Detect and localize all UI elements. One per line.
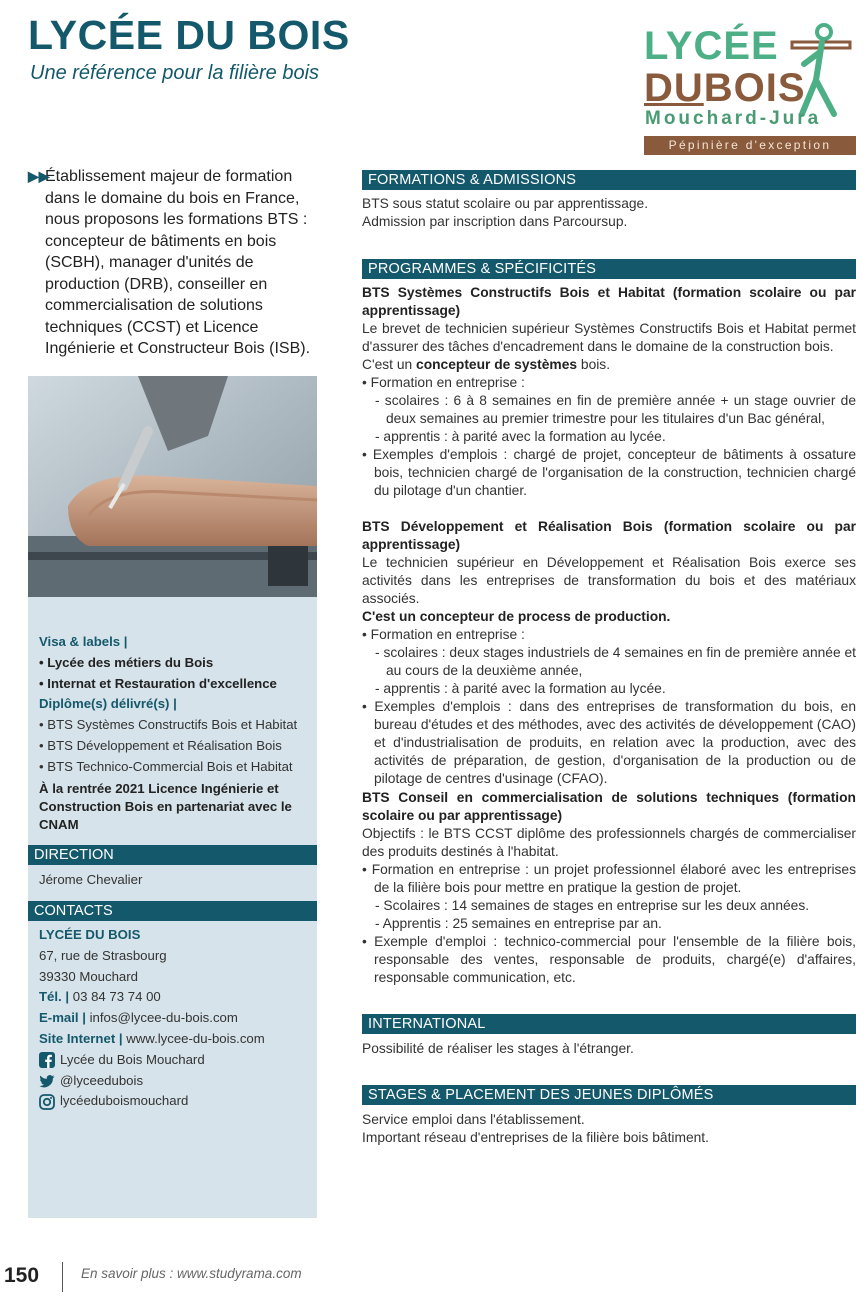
contact-email: [39, 1008, 311, 1029]
international-text: Possibilité de réaliser les stages à l'étranger.: [362, 1041, 634, 1056]
stages-line: Important réseau d'entreprises de la filière bois bâtiment.: [362, 1130, 709, 1145]
diplome-item: • BTS Technico-Commercial Bois et Habitat: [39, 758, 293, 774]
formations-line: Admission par inscription dans Parcoursup.: [362, 214, 628, 229]
contacts-header: CONTACTS: [28, 901, 317, 921]
labels-section: [39, 632, 311, 834]
direction-header: DIRECTION: [28, 845, 317, 865]
twitter-link[interactable]: [39, 1071, 311, 1092]
instagram-icon: [39, 1094, 55, 1110]
site-link[interactable]: www.lycee-du-bois.com: [122, 1030, 265, 1046]
bts2-dash: - apprentis : à parité avec la formation au lycée.: [375, 681, 666, 696]
logo-du: DU: [644, 66, 704, 110]
contact-site: [39, 1029, 311, 1050]
bts1-desc2-bold: concepteur de systèmes: [416, 357, 578, 372]
diplome-item: • BTS Systèmes Constructifs Bois et Habitat: [39, 717, 298, 733]
bts1-heading: BTS Systèmes Constructifs Bois et Habitat (formation scolaire ou par apprentissage): [362, 285, 856, 318]
bts2-dash: - scolaires : deux stages industriels de 4 semaines en fin de première année et au cours de la deuxième année,: [375, 645, 856, 678]
facebook-label: Lycée du Bois Mouchard: [60, 1051, 205, 1067]
footer-link[interactable]: En savoir plus : www.studyrama.com: [81, 1266, 302, 1281]
direction-name: Jérome Chevalier: [39, 872, 143, 887]
logo-bois: BOIS: [703, 66, 806, 110]
page-subtitle: Une référence pour la filière bois: [30, 62, 320, 84]
bts1-bullet: • Formation en entreprise :: [362, 375, 525, 390]
bts1-desc2-post: bois.: [577, 357, 611, 372]
bts1-desc2-pre: C'est un: [362, 357, 417, 372]
facebook-icon: [39, 1052, 55, 1068]
bts2-desc: Le technicien supérieur en Développement et Réalisation Bois exerce ses activités dans les entreprises de transformation du bois et des matériaux associés.: [362, 555, 856, 606]
page-title: LYCÉE DU BOIS: [28, 12, 350, 58]
bts3-desc: Objectifs : le BTS CCST diplôme des professionnels chargés de commercialiser des produits destinés à l'habitat.: [362, 826, 856, 859]
logo-tagline: Pépinière d'exception: [644, 136, 856, 155]
bts3-bullet: • Exemple d'emploi : technico-commercial pour l'ensemble de la filière bois, responsable des ventes, responsable de produits, chargé(e) d'affaires, responsable communication, etc.: [362, 934, 856, 985]
visa-item: • Lycée des métiers du Bois: [39, 654, 214, 670]
email-link[interactable]: infos@lycee-du-bois.com: [85, 1010, 238, 1026]
logo-location: Mouchard-Jura: [645, 108, 822, 129]
bts2-bullet: • Formation en entreprise :: [362, 627, 525, 642]
bts2-bullet: • Exemples d'emplois : dans des entreprises de transformation du bois, en bureau d'études et des méthodes, avec des activités de développement (CAO) et d'industrialisation de produits, en relation avec la production, avec des activités de préparation, de gestion, d'organisation de la production ou de pilotage de centres d'usinage (CFAO).: [362, 699, 856, 786]
formations-line: BTS sous statut scolaire ou par apprentissage.: [362, 196, 649, 211]
page-number: 150: [4, 1264, 40, 1287]
site-label: Site Internet |: [39, 1030, 123, 1046]
contact-name: LYCÉE DU BOIS: [39, 927, 141, 942]
phone-value[interactable]: 03 84 73 74 00: [69, 989, 161, 1005]
stages-header: STAGES & PLACEMENT DES JEUNES DIPLÔMÉS: [362, 1085, 856, 1105]
school-logo: [642, 18, 858, 156]
bts3-dash: - Apprentis : 25 semaines en entreprise par an.: [375, 916, 662, 931]
stages-body: [362, 1111, 856, 1147]
intro-paragraph: [28, 166, 328, 360]
email-label: E-mail |: [39, 1010, 86, 1026]
bts2-desc2: C'est un concepteur de process de production.: [362, 609, 671, 624]
contact-street: 67, rue de Strasbourg: [39, 947, 167, 963]
twitter-icon: [39, 1073, 55, 1089]
visa-item: • Internat et Restauration d'excellence: [39, 675, 277, 691]
instagram-label: lycéeduboismouchard: [60, 1093, 189, 1109]
contacts-section: [39, 925, 311, 1112]
double-chevron-right-icon: ▶▶: [28, 168, 50, 184]
international-header: INTERNATIONAL: [362, 1014, 856, 1034]
bts2-heading: BTS Développement et Réalisation Bois (formation scolaire ou par apprentissage): [362, 519, 856, 552]
bts3-block: [362, 789, 856, 987]
programmes-header: PROGRAMMES & SPÉCIFICITÉS: [362, 259, 856, 279]
facebook-link[interactable]: [39, 1050, 311, 1071]
footer-divider: [62, 1262, 63, 1292]
visa-title: Visa & labels |: [39, 634, 128, 649]
formations-header: FORMATIONS & ADMISSIONS: [362, 170, 856, 190]
stages-line: Service emploi dans l'établissement.: [362, 1112, 585, 1127]
bts3-heading: BTS Conseil en commercialisation de solutions techniques (formation scolaire ou par apprentissage): [362, 790, 856, 823]
bts1-dash: - apprentis : à parité avec la formation au lycée.: [375, 429, 666, 444]
diplomes-title: Diplôme(s) délivré(s) |: [39, 696, 177, 712]
formations-body: [362, 195, 856, 231]
diplome-item: • BTS Développement et Réalisation Bois: [39, 737, 282, 753]
bts1-desc: Le brevet de technicien supérieur Systèmes Constructifs Bois et Habitat permet d'assurer des tâches d'encadrement dans le domaine de la construction bois.: [362, 321, 856, 354]
contact-phone: [39, 987, 311, 1008]
bts1-dash: - scolaires : 6 à 8 semaines en fin de première année + un stage ouvrier de deux semaines au premier trimestre pour les titulaires d'un Bac général,: [375, 393, 856, 426]
contact-city: 39330 Mouchard: [39, 968, 138, 984]
instagram-link[interactable]: [39, 1091, 311, 1112]
logo-line-du-bois: [644, 66, 806, 111]
rentree-note: À la rentrée 2021 Licence Ingénierie et Construction Bois en partenariat avec le CNAM: [39, 780, 292, 832]
bts2-block: [362, 518, 856, 788]
bts1-bullet: • Exemples d'emplois : chargé de projet, concepteur de bâtiments à ossature bois, technicien chargé de l'organisation de la construction, technicien chargé du pilotage d'un chantier.: [362, 447, 856, 498]
bts3-dash: - Scolaires : 14 semaines de stages en entreprise sur les deux années.: [375, 898, 810, 913]
logo-line-lycee: LYCÉE: [644, 24, 779, 68]
bts1-block: [362, 284, 856, 500]
bts1-desc2: [362, 356, 856, 374]
bts3-bullet: • Formation en entreprise : un projet professionnel élaboré avec les entreprises de la filière bois pour mettre en pratique la gestion de projet.: [362, 862, 856, 895]
intro-text: Établissement majeur de formation dans le domaine du bois en France, nous proposons les formations BTS : concepteur de bâtiments en bois (SCBH), manager d'unités de production (DRB), conseiller en commercialisation de solutions techniques (CCST) et Licence Ingénierie et Constructeur Bois (ISB).: [45, 168, 311, 357]
phone-label: Tél. |: [39, 989, 70, 1005]
cnc-machining-photo: [28, 376, 317, 597]
twitter-label: @lyceedubois: [60, 1072, 144, 1088]
